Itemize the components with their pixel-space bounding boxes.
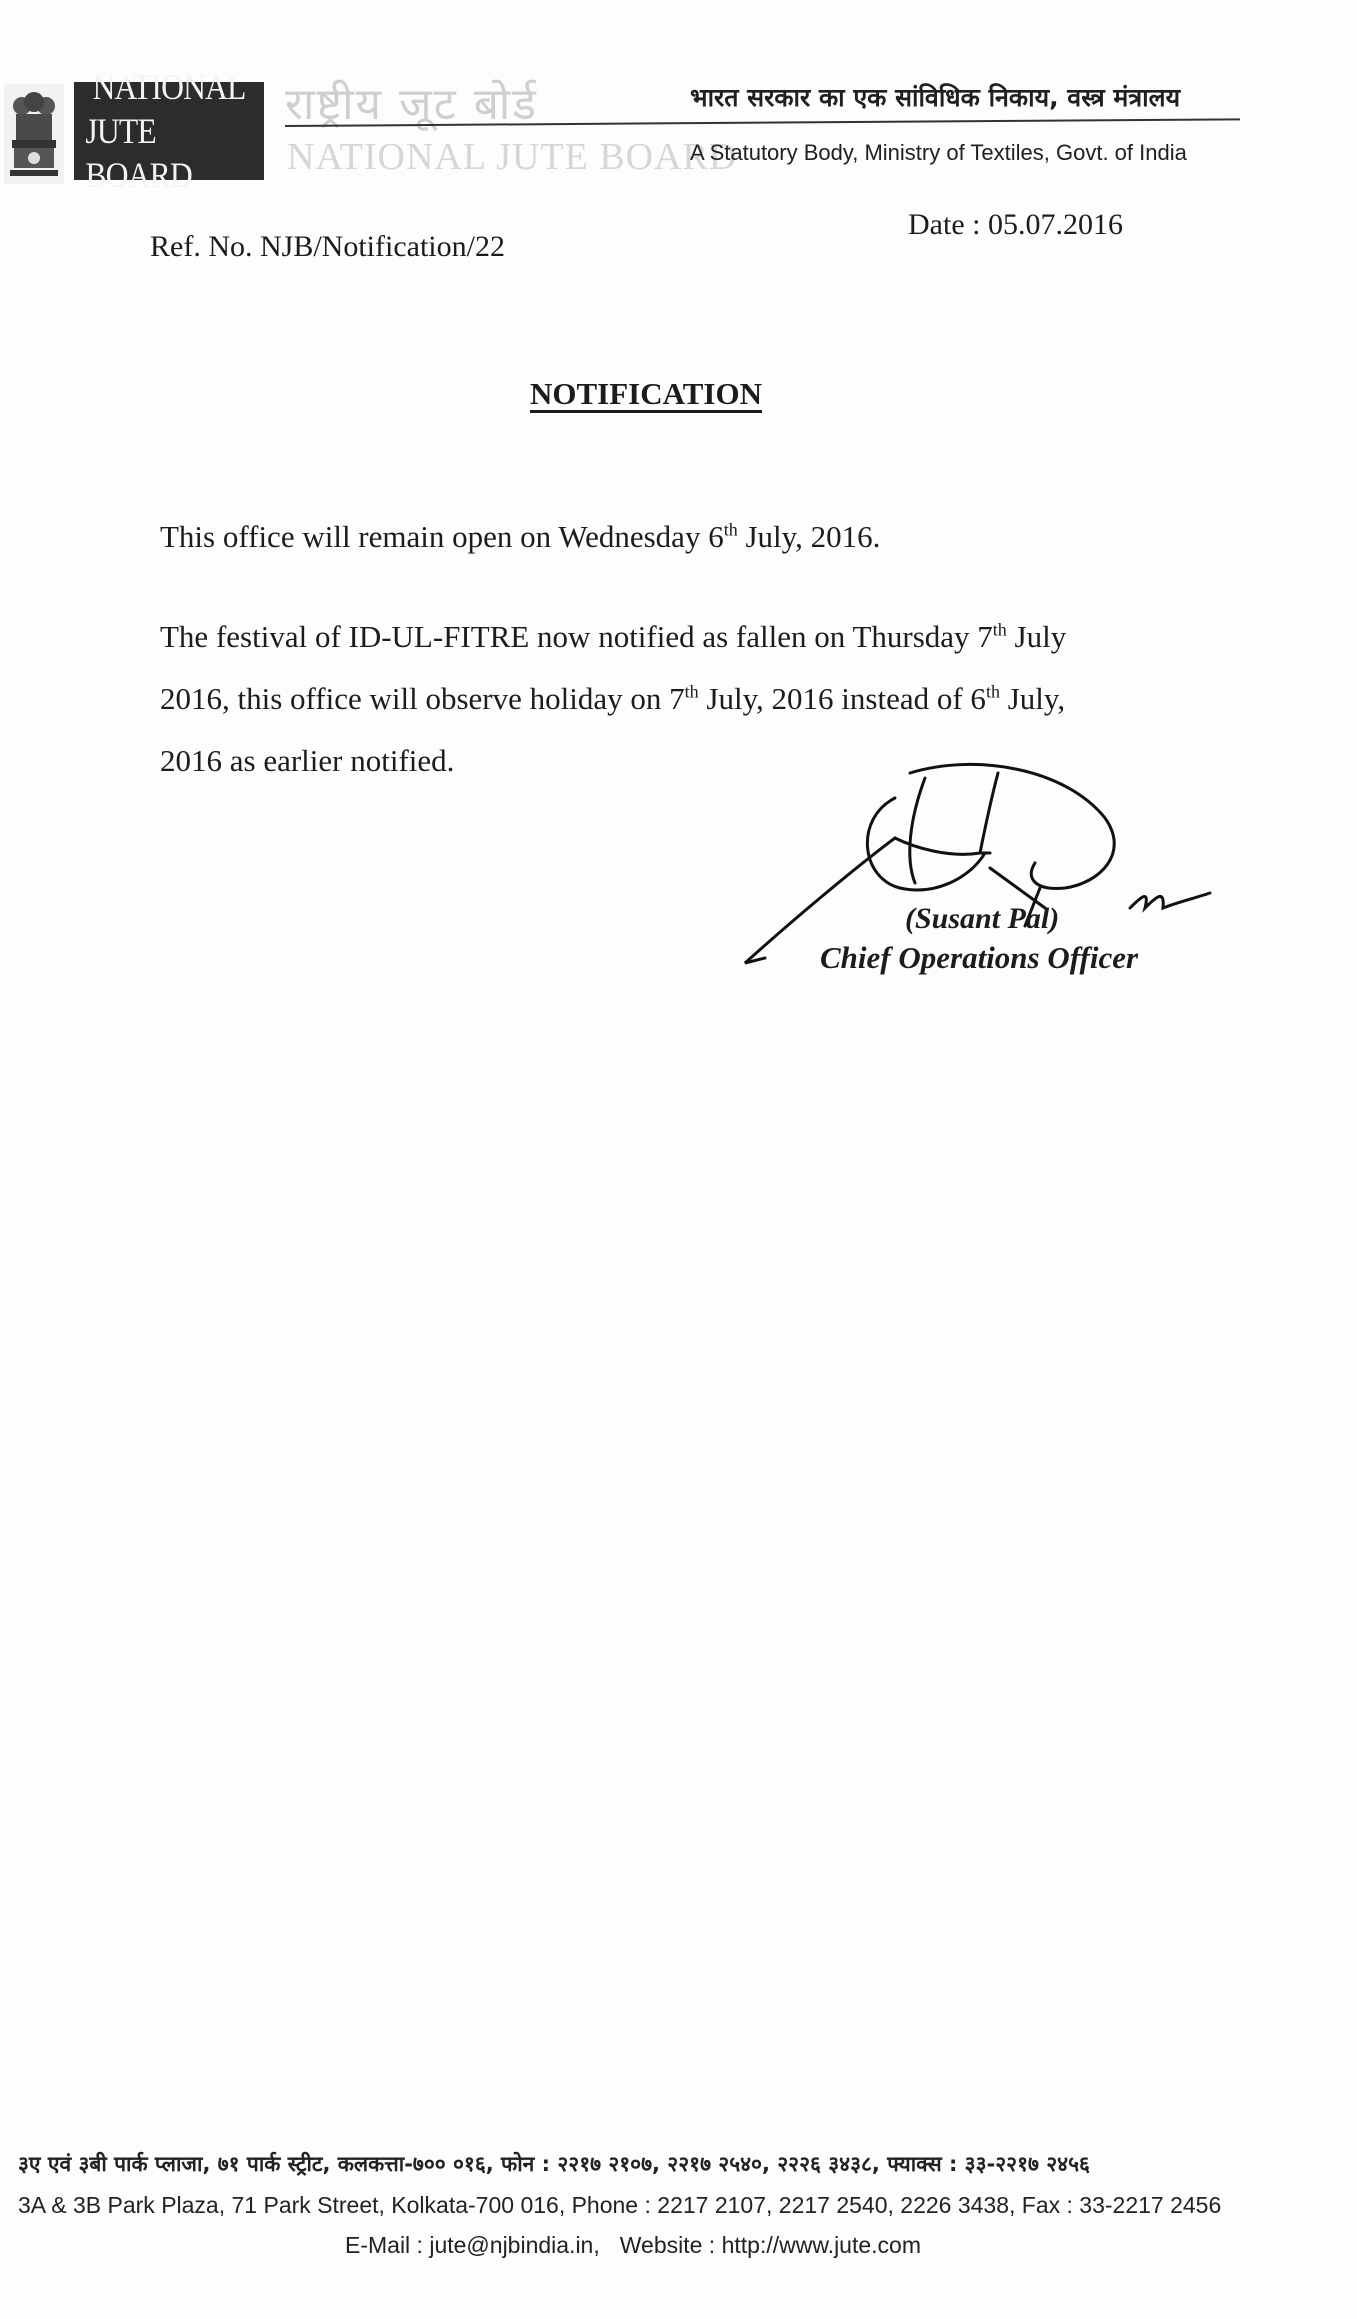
njb-logo [74, 67, 264, 195]
footer-contact [345, 2232, 921, 2259]
watermark-english-name: NATIONAL JUTE BOARD [287, 136, 738, 178]
footer-hindi-address: ३ए एवं ३बी पार्क प्लाजा, ७१ पार्क स्ट्रीट, कलकत्ता-७०० ०१६, फोन : २२१७ २१०७, २२१७ २५४०, २२२६ ३४३८, फ्याक्स : ३३-२२१७ २४५६ [18, 2152, 1090, 2176]
p2-text-c: 2016, this office will observe holiday on 7 [160, 681, 685, 716]
p2-superscript-1: th [992, 619, 1007, 640]
ashoka-emblem-icon [4, 84, 64, 184]
p2-superscript-2: th [684, 681, 699, 702]
p2-text-b: July [1006, 619, 1067, 654]
p2-text-f: 2016 as earlier notified. [160, 743, 455, 778]
footer-english-address: 3A & 3B Park Plaza, 71 Park Street, Kolkata-700 016, Phone : 2217 2107, 2217 2540, 2226 3438, Fax : 33-2217 2456 [18, 2192, 1222, 2218]
logo-line-1: NATIONAL [92, 67, 246, 107]
english-tagline: A Statutory Body, Ministry of Textiles, Govt. of India [690, 140, 1187, 165]
p2-superscript-3: th [985, 681, 1000, 702]
footer-website: Website : http://www.jute.com [619, 2232, 921, 2258]
p2-line-1 [160, 606, 1200, 668]
p1-text-a: This office will remain open on Wednesday 6 [160, 519, 724, 554]
signatory-name: (Susant Pal) [905, 902, 1060, 935]
hindi-tagline: भारत सरकार का एक सांविधिक निकाय, वस्त्र मंत्रालय [690, 83, 1181, 112]
p2-line-2 [160, 668, 1200, 730]
document-title: NOTIFICATION [530, 376, 762, 411]
p2-text-d: July, 2016 instead of 6 [698, 681, 986, 716]
signatory-designation: Chief Operations Officer [820, 940, 1139, 975]
p2-text-a: The festival of ID-UL-FITRE now notified as fallen on Thursday 7 [160, 619, 993, 654]
p1-superscript: th [723, 519, 738, 540]
p1-text-b: July, 2016. [737, 519, 881, 554]
reference-number: Ref. No. NJB/Notification/22 [150, 230, 505, 263]
footer-email: E-Mail : jute@njbindia.in, [345, 2232, 600, 2258]
document-date: Date : 05.07.2016 [908, 208, 1123, 241]
logo-line-2: JUTE BOARD [85, 111, 192, 195]
body-paragraph-1 [160, 506, 1200, 568]
p2-text-e: July, [999, 681, 1066, 716]
watermark-hindi-name: राष्ट्रीय जूट बोर्ड [285, 79, 538, 130]
